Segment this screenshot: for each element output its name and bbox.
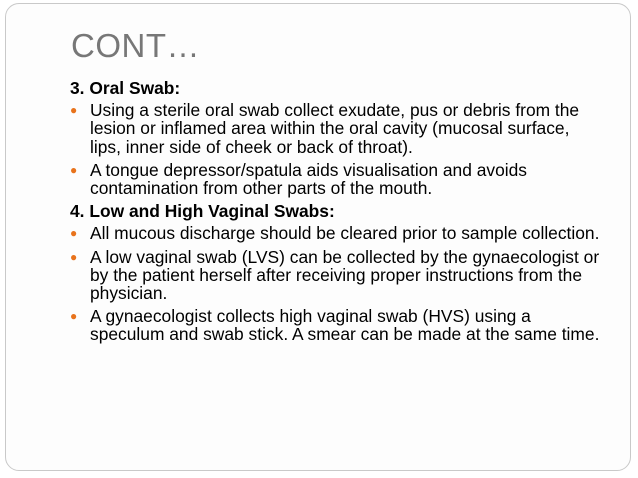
bullet-dot-icon: ● (70, 103, 78, 118)
bullet-text: A tongue depressor/spatula aids visualisation and avoids contamination from other parts of the mouth. (90, 159, 527, 199)
bullet-text: A low vaginal swab (LVS) can be collected by the gynaecologist or by the patient herself after receiving proper instructions from the physician. (90, 246, 600, 304)
bullet-text: A gynaecologist collects high vaginal swab (HVS) using a speculum and swab stick. A smear can be made at the same time. (90, 306, 600, 345)
bullet-dot-icon: ● (70, 249, 78, 264)
section-heading-oral-swab: 3. Oral Swab: (70, 78, 181, 98)
bullet-item (70, 161, 605, 197)
bullet-item (70, 248, 605, 303)
bullet-dot-icon: ● (70, 162, 78, 177)
bullet-text: Using a sterile oral swab collect exudate, pus or debris from the lesion or inflamed area within the oral cavity (mucosal surface, lips, inner side of cheek or back of throat). (90, 100, 580, 157)
slide-title: CONT… (71, 27, 200, 64)
slide-body (70, 79, 605, 349)
bullet-item (70, 224, 605, 242)
bullet-item (70, 101, 605, 156)
bullet-dot-icon: ● (70, 309, 78, 324)
section-heading-vaginal-swabs: 4. Low and High Vaginal Swabs: (70, 201, 335, 222)
bullet-text: All mucous discharge should be cleared prior to sample collection. (90, 223, 600, 244)
bullet-dot-icon: ● (70, 226, 78, 241)
bullet-item (70, 307, 605, 343)
